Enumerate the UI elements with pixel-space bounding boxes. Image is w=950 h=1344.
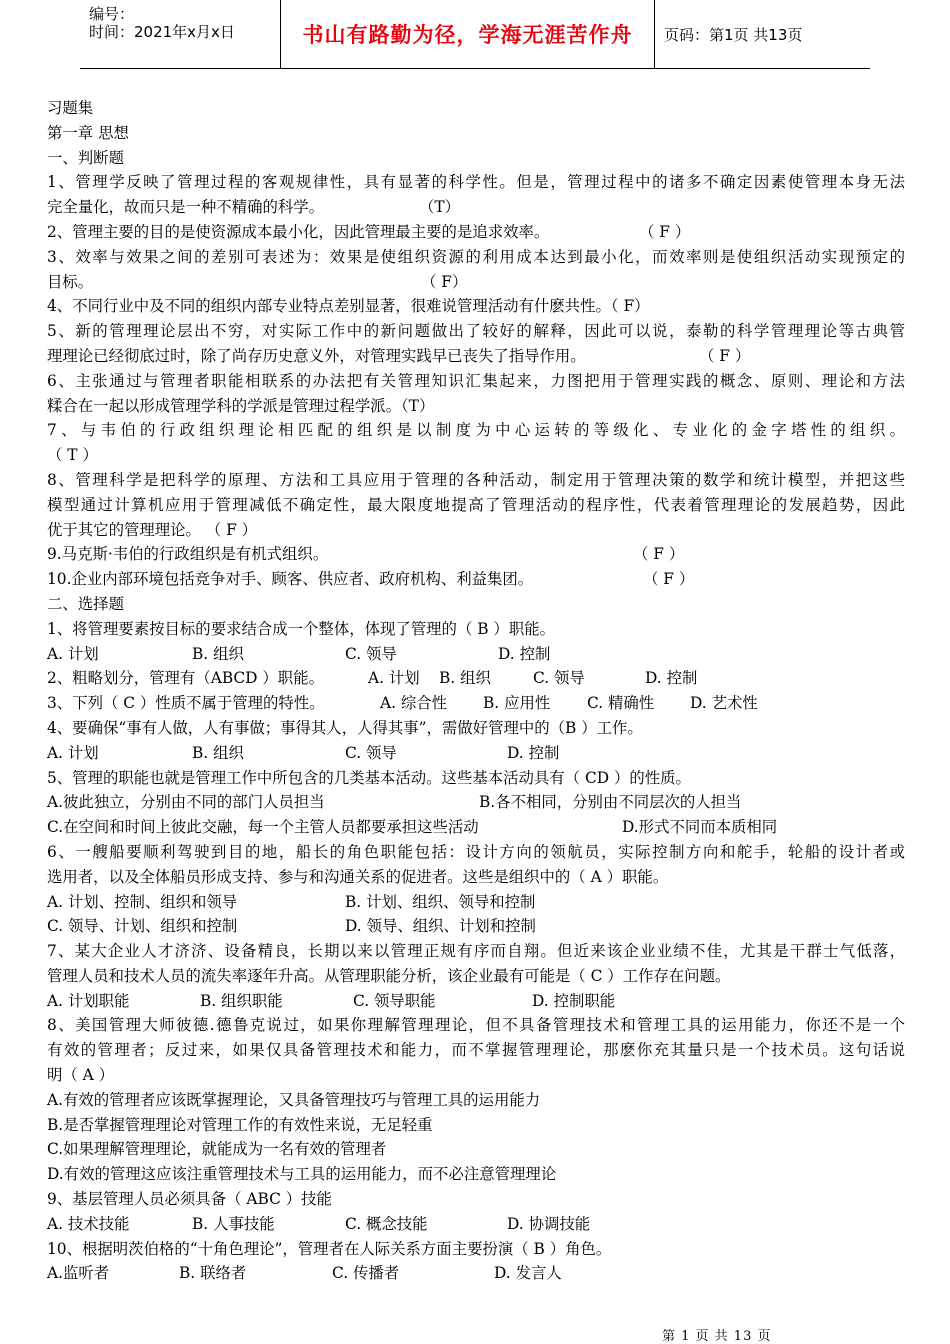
choice-q10-options — [47, 1261, 905, 1286]
judge-q2-text: 2、管理主要的目的是使资源成本最小化，因此管理最主要的是追求效率。 — [47, 222, 550, 241]
document-title: 习题集 — [47, 99, 94, 117]
option-d: D. 控制 — [498, 644, 551, 663]
choice-q5-options-cd — [47, 815, 905, 840]
choice-q8-line1: 8、美国管理大师彼德.德鲁克说过，如果你理解管理理论，但不具备管理技术和管理工具的运用能力，你还不是一个 — [47, 1016, 905, 1035]
option-b: B. 计划、组织、领导和控制 — [345, 892, 536, 911]
header-motto: 书山有路勤为径，学海无涯苦作舟 — [281, 0, 655, 68]
chapter-heading: 第一章 思想 — [47, 123, 129, 142]
option-d: D. 控制 — [645, 669, 698, 688]
judge-q7-line1: 7、与韦伯的行政组织理论相匹配的组织是以制度为中心运转的等级化、专业化的金字塔性的组织。 — [47, 421, 905, 440]
choice-q4-options — [47, 741, 905, 766]
judge-q1-line2 — [47, 195, 905, 220]
choice-q9-options — [47, 1212, 905, 1237]
choice-q7-options — [47, 989, 905, 1014]
header-number-label: 编号： — [89, 5, 135, 23]
option-b: B. 联络者 — [179, 1264, 247, 1283]
judge-q1-text: 完全量化，故而只是一种不精确的科学。 — [47, 198, 325, 217]
judge-q5-line2 — [47, 344, 905, 369]
choice-q2 — [47, 666, 905, 691]
choice-q8-option-a: A.有效的管理者应该既掌握理论，又具备管理技巧与管理工具的运用能力 — [47, 1090, 541, 1109]
option-b: B. 组织 — [439, 669, 491, 688]
option-b: B. 组织职能 — [200, 991, 283, 1010]
option-b: B. 应用性 — [483, 694, 551, 713]
choice-q8-option-c: C.如果理解管理理论，就能成为一名有效的管理者 — [47, 1140, 387, 1159]
option-d: D. 发言人 — [494, 1264, 562, 1283]
judge-q9-text: 9.马克斯·韦伯的行政组织是有机式组织。 — [47, 545, 329, 564]
document-body — [47, 96, 905, 1286]
option-a: A. 技术技能 — [47, 1214, 130, 1233]
page-header — [80, 0, 870, 69]
choice-q8-line2: 有效的管理者；反过来，如果仅具备管理技术和能力，而不掌握管理理论，那麽你充其量只是一个技术员。这句话说 — [47, 1041, 905, 1060]
judge-q3-answer: （ F） — [421, 272, 468, 291]
option-d: D. 控制 — [507, 743, 560, 762]
page-footer: 第 1 页 共 13 页 — [662, 1329, 772, 1344]
option-a: A. 计划 — [47, 644, 99, 663]
option-d: D. 协调技能 — [507, 1214, 591, 1233]
section-heading-choice: 二、选择题 — [47, 594, 124, 613]
section-heading-judge: 一、判断题 — [47, 148, 124, 167]
judge-q3-line1: 3、效率与效果之间的差别可表述为：效果是使组织资源的利用成本达到最小化，而效率则是使组织活动实现预定的 — [47, 247, 905, 266]
header-meta — [80, 0, 281, 68]
choice-q8-option-b: B.是否掌握管理理论对管理工作的有效性来说，无足轻重 — [47, 1115, 433, 1134]
choice-q8-option-d: D.有效的管理这应该注重管理技术与工具的运用能力，而不必注意管理理论 — [47, 1165, 557, 1184]
option-c: C. 领导 — [345, 644, 397, 663]
judge-q8-line2: 模型通过计算机应用于管理减低不确定性，最大限度地提高了管理活动的程序性，代表着管理理论的发展趋势，因此 — [47, 495, 905, 514]
option-c: C. 领导 — [533, 669, 585, 688]
choice-q7-line1: 7、某大企业人才济济、设备精良，长期以来以管理正规有序而自翔。但近来该企业业绩不佳，尤其是干群士气低落， — [47, 942, 905, 961]
option-b: B. 组织 — [192, 644, 244, 663]
judge-q10-text: 10.企业内部环境包括竞争对手、顾客、供应者、政府机构、利益集团。 — [47, 570, 534, 589]
choice-q1-options — [47, 642, 905, 667]
header-page-info: 页码：第1页 共13页 — [664, 25, 803, 44]
option-a: A. 计划 — [47, 743, 99, 762]
judge-q6-line1: 6、主张通过与管理者职能相联系的办法把有关管理知识汇集起来，力图把用于管理实践的概念、原则、理论和方法 — [47, 371, 905, 390]
choice-q6-line1: 6、一艘船要顺利驾驶到目的地，船长的角色职能包括：设计方向的领航员，实际控制方向和舵手，轮船的设计者或 — [47, 842, 905, 861]
option-d: D. 领导、组织、计划和控制 — [345, 917, 536, 936]
choice-q3 — [47, 691, 905, 716]
judge-q2 — [47, 220, 905, 245]
choice-q1: 1、将管理要素按目标的要求结合成一个整体，体现了管理的（ B ）职能。 — [47, 619, 555, 638]
judge-q6-line2: 糅合在一起以形成管理学科的学派是管理过程学派。（T） — [47, 396, 435, 415]
option-a: A.彼此独立，分别由不同的部门人员担当 — [47, 793, 325, 812]
judge-q2-answer: （ F ） — [639, 222, 691, 241]
option-a: A.监听者 — [47, 1264, 110, 1283]
choice-q6-line2: 选用者，以及全体船员形成支持、参与和沟通关系的促进者。这些是组织中的（ A ）职能。 — [47, 867, 669, 886]
option-d: D.形式不同而本质相同 — [622, 818, 778, 837]
option-c: C. 精确性 — [587, 694, 655, 713]
option-d: D. 控制职能 — [532, 991, 616, 1010]
judge-q5-line1: 5、新的管理理论层出不穷，对实际工作中的新问题做出了较好的解释，因此可以说，泰勒的科学管理理论等古典管 — [47, 322, 905, 341]
option-b: B. 人事技能 — [192, 1214, 275, 1233]
judge-q5-text: 理理论已经彻底过时，除了尚存历史意义外，对管理实践早已丧失了指导作用。 — [47, 346, 586, 365]
option-c: C. 领导职能 — [353, 991, 436, 1010]
choice-q10: 10、根据明茨伯格的“十角色理论”，管理者在人际关系方面主要扮演（ B ）角色。 — [47, 1239, 612, 1258]
header-time-label: 时间：2021年x月x日 — [89, 23, 235, 41]
option-b: B.各不相同，分别由不同层次的人担当 — [479, 793, 742, 812]
choice-q6-options-cd — [47, 914, 905, 939]
judge-q3-text: 目标。 — [47, 272, 94, 291]
judge-q5-answer: （ F ） — [699, 346, 751, 365]
choice-q4: 4、要确保“事有人做，人有事做；事得其人，人得其事”，需做好管理中的（B ）工作。 — [47, 718, 643, 737]
option-c: C. 概念技能 — [345, 1214, 428, 1233]
option-a: A. 计划 — [368, 669, 420, 688]
option-a: A. 计划职能 — [47, 991, 130, 1010]
judge-q3-line2 — [47, 270, 905, 295]
judge-q10 — [47, 567, 905, 592]
choice-q5: 5、管理的职能也就是管理工作中所包含的几类基本活动。这些基本活动具有（ CD ）的性质。 — [47, 768, 691, 787]
option-b: B. 组织 — [192, 743, 244, 762]
choice-q5-options-ab — [47, 790, 905, 815]
option-a: A. 综合性 — [380, 694, 448, 713]
judge-q4: 4、不同行业中及不同的组织内部专业特点差别显著，很难说管理活动有什麽共性。（ F） — [47, 297, 650, 316]
choice-q9: 9、基层管理人员必须具备（ ABC ）技能 — [47, 1190, 332, 1209]
choice-q8-line3: 明（ A ） — [47, 1066, 115, 1085]
option-c: C. 传播者 — [332, 1264, 400, 1283]
choice-q7-line2: 管理人员和技术人员的流失率逐年升高。从管理职能分析，该企业最有可能是（ C ）工作存在问题。 — [47, 966, 731, 985]
option-c: C. 领导、计划、组织和控制 — [47, 917, 238, 936]
option-c: C.在空间和时间上彼此交融，每一个主管人员都要承担这些活动 — [47, 818, 479, 837]
judge-q1-answer: （T） — [419, 198, 461, 217]
judge-q1-line1: 1、管理学反映了管理过程的客观规律性，具有显著的科学性。但是，管理过程中的诸多不确定因素使管理本身无法 — [47, 173, 905, 192]
judge-q9 — [47, 542, 905, 567]
judge-q9-answer: （ F ） — [633, 545, 685, 564]
choice-q2-text: 2、粗略划分，管理有（ABCD ）职能。 — [47, 669, 324, 688]
judge-q10-answer: （ F ） — [643, 570, 695, 589]
choice-q3-text: 3、下列（ C ）性质不属于管理的特性。 — [47, 694, 325, 713]
choice-q6-options-ab — [47, 890, 905, 915]
option-d: D. 艺术性 — [690, 694, 758, 713]
option-c: C. 领导 — [345, 743, 397, 762]
judge-q8-line1: 8、管理科学是把科学的原理、方法和工具应用于管理的各种活动，制定用于管理决策的数学和统计模型，并把这些 — [47, 470, 905, 489]
option-a: A. 计划、控制、组织和领导 — [47, 892, 238, 911]
judge-q7-line2: （ T ） — [47, 446, 98, 465]
judge-q8-line3: 优于其它的管理理论。 （ F ） — [47, 520, 258, 539]
